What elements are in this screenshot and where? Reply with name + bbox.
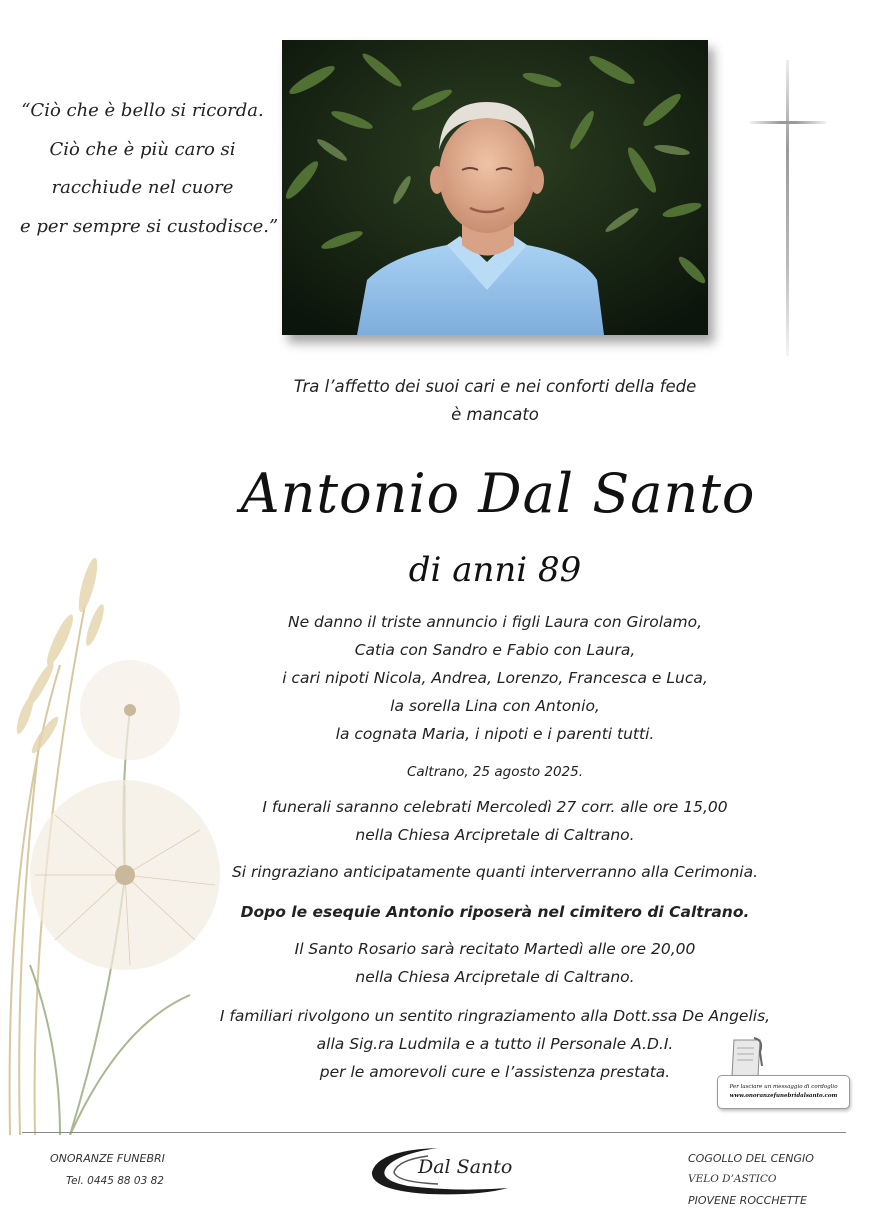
funeral-line: nella Chiesa Arcipretale di Caltrano.: [355, 826, 635, 844]
intro-line: Tra l’affetto dei suoi cari e nei conforti della fede: [293, 377, 697, 396]
rosary-line: Il Santo Rosario sarà recitato Martedì alle ore 20,00: [294, 940, 696, 958]
footer-locations: [688, 1148, 814, 1211]
announcement-line: Catia con Sandro e Fabio con Laura,: [354, 641, 636, 659]
date-line: Caltrano, 25 agosto 2025.: [406, 764, 584, 780]
location-velo: VELO D’ASTICO: [688, 1173, 777, 1185]
gratitude-block: [180, 1002, 810, 1086]
cross-arm: [750, 121, 826, 124]
announcement-line: la cognata Maria, i nipoti e i parenti tutti.: [335, 725, 655, 743]
quote-line: racchiude nel cuore: [51, 177, 234, 198]
footer-left: [50, 1148, 165, 1192]
footer-phone: Tel. 0445 88 03 82: [66, 1175, 164, 1187]
footer-company-label: ONORANZE FUNEBRI: [50, 1152, 165, 1165]
memorial-quote: [20, 92, 279, 246]
deceased-name: Antonio Dal Santo: [240, 462, 756, 525]
company-logo-text: Dal Santo: [418, 1156, 513, 1178]
scroll-icon: [728, 1036, 766, 1080]
condolence-url[interactable]: www.onoranzefunebridalsanto.com: [729, 1093, 838, 1099]
intro-line: è mancato: [451, 405, 539, 424]
announcement-line: la sorella Lina con Antonio,: [390, 697, 600, 715]
location-piovene: PIOVENE ROCCHETTE: [688, 1194, 807, 1207]
funeral-line: I funerali saranno celebrati Mercoledì 27 corr. alle ore 15,00: [262, 798, 728, 816]
quote-line: Ciò che è più caro si: [49, 138, 236, 160]
condolence-label: Per lasciare un messaggio di cordoglio: [729, 1084, 838, 1090]
rosary-line: nella Chiesa Arcipretale di Caltrano.: [355, 968, 635, 986]
announcement-block: [200, 608, 790, 748]
portrait-photo: [282, 40, 708, 335]
gratitude-line: I familiari rivolgono un sentito ringraziamento alla Dott.ssa De Angelis,: [219, 1007, 771, 1025]
rosary-info: [200, 935, 790, 991]
burial-line: Dopo le esequie Antonio riposerà nel cimitero di Caltrano.: [240, 903, 750, 921]
gratitude-line: per le amorevoli cure e l’assistenza prestata.: [319, 1063, 671, 1081]
location-cogollo: COGOLLO DEL CENGIO: [688, 1152, 814, 1165]
gratitude-line: alla Sig.ra Ludmila e a tutto il Personale A.D.I.: [316, 1035, 674, 1053]
announcement-line: Ne danno il triste annuncio i figli Laura con Girolamo,: [287, 613, 703, 631]
announcement-line: i cari nipoti Nicola, Andrea, Lorenzo, Francesca e Luca,: [282, 669, 708, 687]
cross-icon: [786, 60, 789, 356]
funeral-info: [200, 793, 790, 849]
footer-divider: [22, 1132, 846, 1133]
quote-line: “Ciò che è bello si ricorda.: [21, 100, 264, 121]
thanks-line: Si ringraziano anticipatamente quanti interverranno alla Cerimonia.: [231, 863, 759, 881]
intro-text: [200, 373, 790, 429]
deceased-age: di anni 89: [408, 550, 582, 590]
quote-line: e per sempre si custodisce.”: [20, 215, 279, 237]
condolence-link-box[interactable]: [717, 1075, 850, 1109]
